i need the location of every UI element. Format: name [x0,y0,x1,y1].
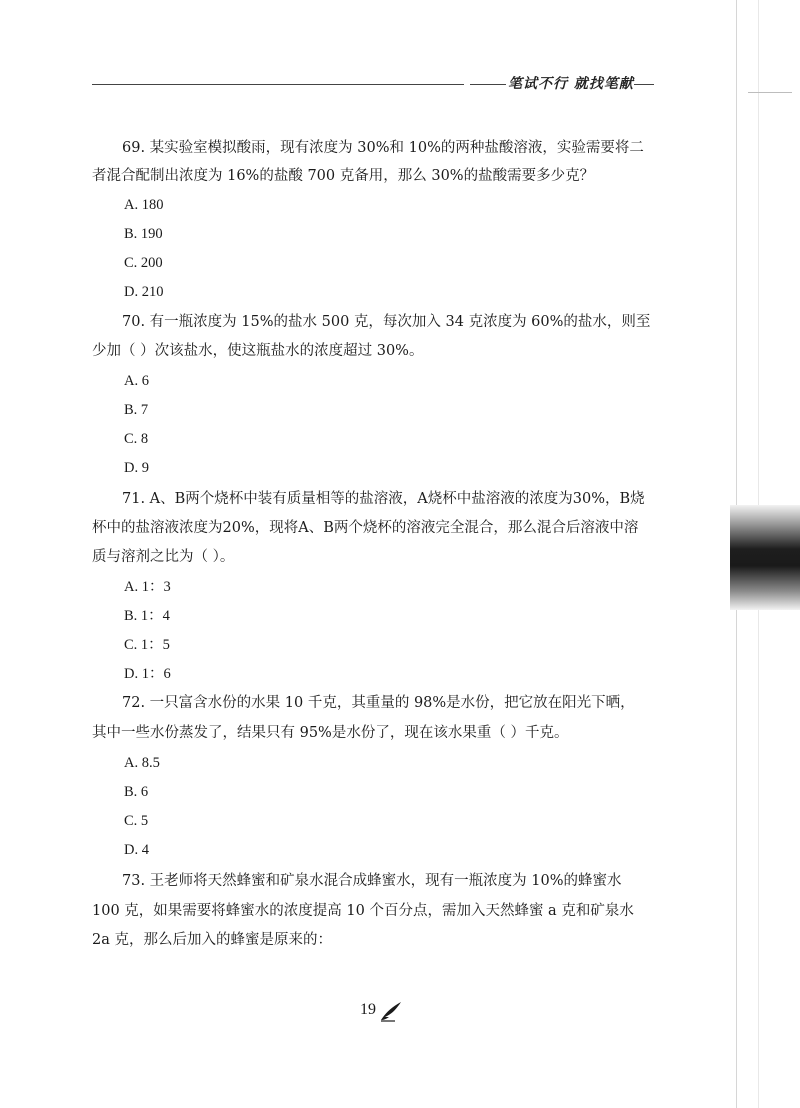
question-69-option-d: D. 210 [124,284,164,300]
question-71-option-a: A. 1：3 [124,579,171,595]
question-73-stem-line: 73. 王老师将天然蜂蜜和矿泉水混合成蜂蜜水，现有一瓶浓度为 10%的蜂蜜水 [122,873,622,889]
question-69-option-c: C. 200 [124,255,163,271]
question-73-stem-line: 100 克，如果需要将蜂蜜水的浓度提高 10 个百分点，需加入天然蜂蜜 a 克和矿泉水 [92,903,634,919]
question-70-option-b: B. 7 [124,402,149,418]
question-71-stem-line: 质与溶剂之比为（ ）。 [92,549,235,565]
header-rule [92,84,464,85]
question-72-option-a: A. 8.5 [124,755,160,771]
question-70-stem-line: 少加（ ）次该盐水，使这瓶盐水的浓度超过 30%。 [92,343,424,359]
question-72-option-d: D. 4 [124,842,149,858]
question-72-stem-line: 72. 一只富含水份的水果 10 千克，其重量的 98%是水份，把它放在阳光下晒， [122,695,635,711]
question-72-stem-line: 其中一些水份蒸发了，结果只有 95%是水份了，现在该水果重（ ）千克。 [92,725,569,741]
header-rule [634,84,654,85]
question-71-stem-line: 杯中的盐溶液浓度为20%，现将A、B两个烧杯的溶液完全混合，那么混合后溶液中溶 [92,520,639,536]
question-69-option-a: A. 180 [124,197,164,213]
question-72-option-c: C. 5 [124,813,149,829]
question-70-option-c: C. 8 [124,431,149,447]
question-71-option-b: B. 1：4 [124,608,170,624]
question-69-stem-line: 者混合配制出浓度为 16%的盐酸 700 克备用，那么 30%的盐酸需要多少克？ [92,168,595,184]
question-71-stem-line: 71. A、B两个烧杯中装有质量相等的盐溶液，A烧杯中盐溶液的浓度为30%，B烧 [122,491,645,507]
question-71-option-c: C. 1：5 [124,637,170,653]
question-73-stem-line: 2a 克，那么后加入的蜂蜜是原来的： [92,932,332,948]
question-71-option-d: D. 1：6 [124,666,171,682]
question-69-option-b: B. 190 [124,226,163,242]
scan-edge-mark [748,92,792,93]
page-number: 19 [360,1001,376,1018]
header-slogan: 笔试不行 就找笔献 [508,76,634,92]
scan-shadow [730,505,800,610]
question-72-option-b: B. 6 [124,784,149,800]
header-rule [470,84,506,85]
quill-pen-icon [379,1000,403,1022]
question-70-option-d: D. 9 [124,460,149,476]
question-69-stem-line: 69. 某实验室模拟酸雨，现有浓度为 30%和 10%的两种盐酸溶液，实验需要将二 [122,140,644,156]
question-70-stem-line: 70. 有一瓶浓度为 15%的盐水 500 克，每次加入 34 克浓度为 60%的盐水，则至 [122,314,651,330]
question-70-option-a: A. 6 [124,373,149,389]
